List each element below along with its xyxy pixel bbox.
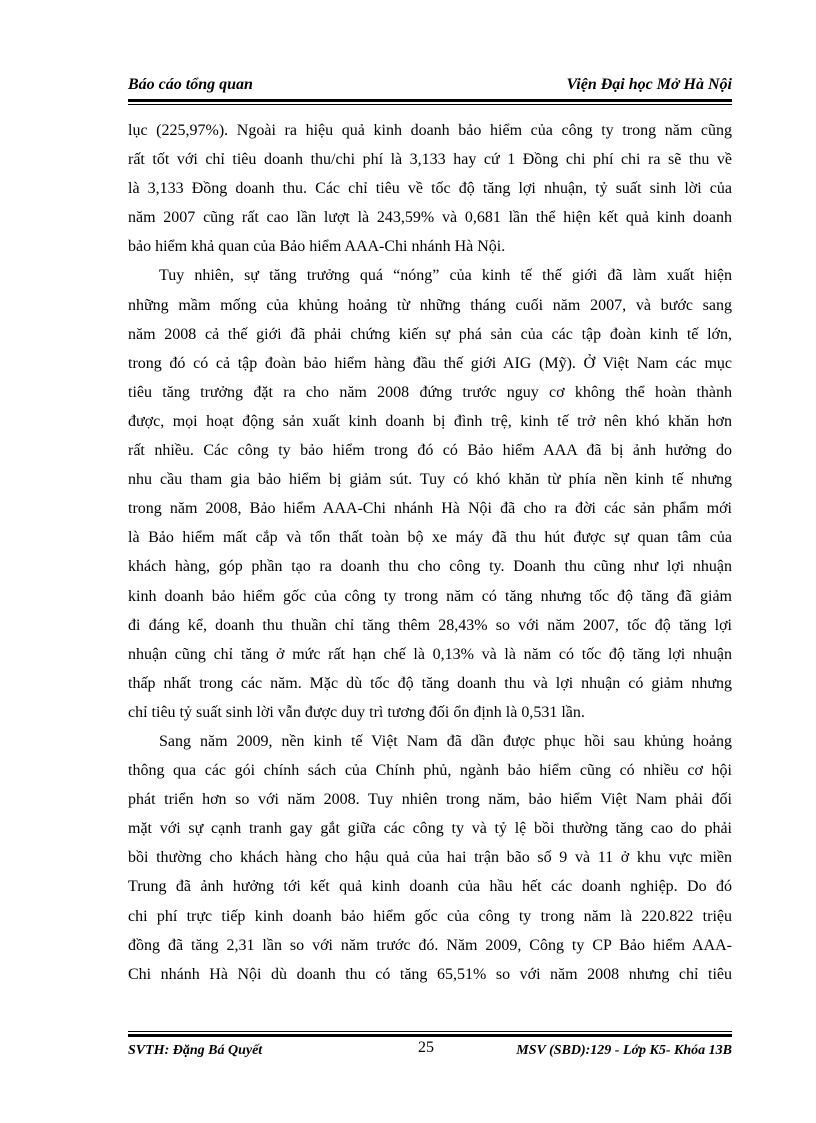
- footer-student-id: MSV (SBD):129 - Lớp K5- Khóa 13B: [516, 1043, 732, 1058]
- text-line: những mầm mống của khủng hoảng từ những tháng cuối năm 2007, và bước sang: [128, 296, 732, 314]
- text-line: bảo hiểm khả quan của Bảo hiểm AAA-Chi nhánh Hà Nội.: [128, 238, 506, 256]
- text-line: bồi thường cho khách hàng cho hậu quả của hai trận bão số 9 và 11 ở khu vực miền: [128, 849, 732, 867]
- page-number: 25: [418, 1039, 434, 1056]
- header-report-title: Báo cáo tổng quan: [128, 76, 253, 93]
- text-line: đi đáng kể, doanh thu thuần chỉ tăng thêm 28,43% so với năm 2007, tốc độ tăng lợi: [128, 616, 732, 634]
- text-line: năm 2007 cũng rất cao lần lượt là 243,59% và 0,681 lần thể hiện kết quả kinh doanh: [128, 209, 732, 227]
- text-line: chỉ tiêu tỷ suất sinh lời vẫn được duy trì tương đối ổn định là 0,531 lần.: [128, 703, 585, 721]
- footer-student-name: SVTH: Đặng Bá Quyết: [128, 1043, 263, 1058]
- text-line: tiêu tăng trưởng đặt ra cho năm 2008 đứng trước nguy cơ không thể hoàn thành: [128, 383, 732, 401]
- footer-rule-thick: [128, 1034, 732, 1037]
- text-line: năm 2008 cả thế giới đã phải chứng kiến sự phá sản của các tập đoàn kinh tế lớn,: [128, 325, 732, 343]
- text-line: thấp nhất trong các năm. Mặc dù tốc độ tăng doanh thu và lợi nhuận có giảm nhưng: [128, 674, 732, 692]
- footer-rule-thin: [128, 1031, 732, 1032]
- text-line: Chi nhánh Hà Nội dù doanh thu có tăng 65,51% so với năm 2008 nhưng chỉ tiêu: [128, 965, 732, 983]
- header-rule-thin: [128, 104, 732, 105]
- text-line: được, mọi hoạt động sản xuất kinh doanh bị đình trệ, kinh tế trở nên khó khăn hơn: [128, 412, 732, 430]
- text-line: trong đó có cả tập đoàn bảo hiểm hàng đầu thế giới AIG (Mỹ). Ở Việt Nam các mục: [128, 354, 732, 372]
- header-rule-thick: [128, 99, 732, 102]
- text-line: Trung đã ảnh hưởng tới kết quả kinh doanh của hầu hết các doanh nghiệp. Do đó: [128, 878, 732, 896]
- body-text: [128, 116, 732, 989]
- text-line: là Bảo hiểm mất cắp và tổn thất toàn bộ xe máy đã thu hút được sự quan tâm của: [128, 529, 732, 547]
- header-institution: Viện Đại học Mở Hà Nội: [566, 76, 732, 93]
- text-line: chi phí trực tiếp kinh doanh bảo hiểm gốc của công ty trong năm là 220.822 triệu: [128, 907, 732, 925]
- text-line: lục (225,97%). Ngoài ra hiệu quả kinh doanh bảo hiểm của công ty trong năm cũng: [128, 122, 732, 139]
- text-line: rất nhiều. Các công ty bảo hiểm trong đó có Bảo hiểm AAA đã bị ảnh hưởng do: [128, 442, 732, 460]
- text-line: nhu cầu tham gia bảo hiểm bị giảm sút. Tuy có khó khăn từ phía nền kinh tế nhưng: [128, 471, 732, 489]
- text-line: đồng đã tăng 2,31 lần so với năm trước đó. Năm 2009, Công ty CP Bảo hiểm AAA-: [128, 936, 732, 954]
- text-line: phát triển hơn so với năm 2008. Tuy nhiên trong năm, bảo hiểm Việt Nam phải đối: [128, 791, 732, 809]
- page-footer: [128, 1039, 732, 1067]
- page-header: [128, 74, 732, 98]
- text-line: rất tốt với chỉ tiêu doanh thu/chi phí là 3,133 hay cứ 1 Đồng chi phí chi ra sẽ thu về: [128, 151, 732, 169]
- text-line: khách hàng, góp phần tạo ra doanh thu cho công ty. Doanh thu cũng như lợi nhuận: [128, 558, 732, 576]
- text-line: nhuận cũng chỉ tăng ở mức rất hạn chế là 0,13% và là năm có tốc độ tăng lợi nhuận: [128, 645, 732, 663]
- paragraph-start: Tuy nhiên, sự tăng trưởng quá “nóng” của kinh tế thế giới đã làm xuất hiện: [159, 267, 732, 285]
- paragraph-start: Sang năm 2009, nền kinh tế Việt Nam đã dần được phục hồi sau khủng hoảng: [159, 732, 732, 750]
- text-line: kinh doanh bảo hiểm gốc của công ty trong năm có tăng nhưng tốc độ tăng đã giảm: [128, 587, 732, 605]
- text-line: trong năm 2008, Bảo hiểm AAA-Chi nhánh Hà Nội đã cho ra đời các sản phẩm mới: [128, 500, 732, 518]
- text-line: mặt với sự cạnh tranh gay gắt giữa các công ty và tỷ lệ bồi thường tăng cao do phải: [128, 820, 732, 838]
- text-line: là 3,133 Đồng doanh thu. Các chỉ tiêu về tốc độ tăng lợi nhuận, tỷ suất sinh lời của: [128, 180, 732, 198]
- text-line: thông qua các gói chính sách của Chính phủ, ngành bảo hiểm cũng có nhiều cơ hội: [128, 762, 732, 780]
